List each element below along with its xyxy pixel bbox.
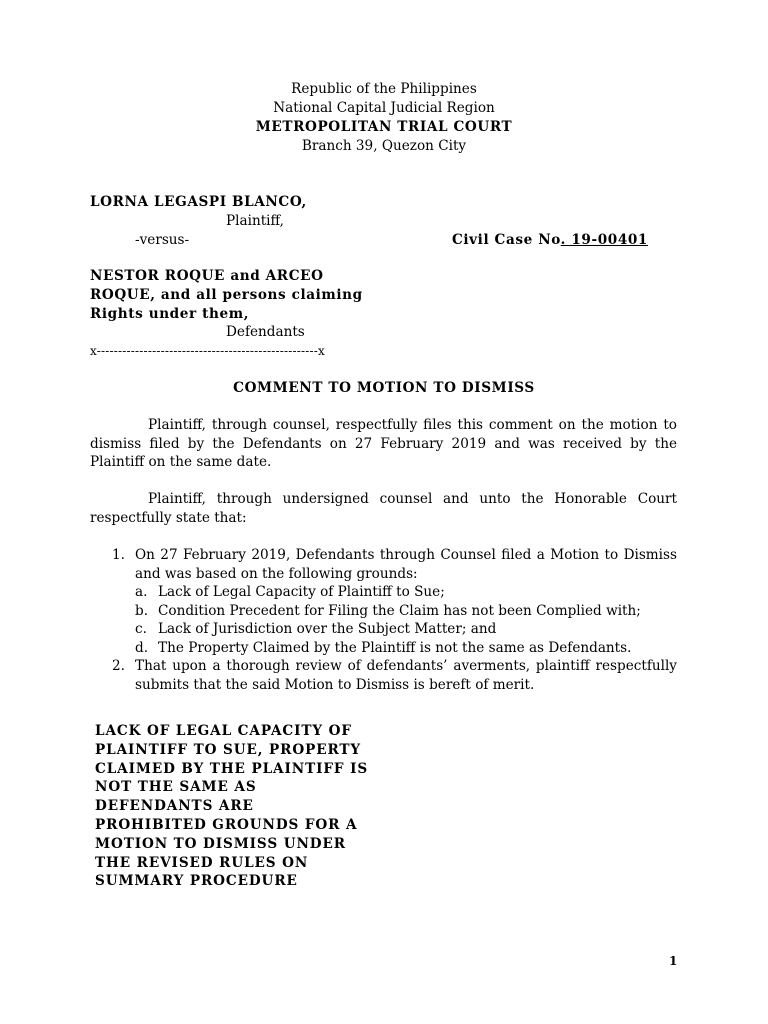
section-heading-line: CLAIMED BY THE PLAINTIFF IS [95, 760, 369, 777]
defendants-line-3: Rights under them, [90, 306, 250, 322]
case-number-value: . 19-00401 [560, 232, 648, 248]
case-number [452, 231, 648, 250]
section-heading-line: PROHIBITED GROUNDS FOR A [95, 816, 358, 833]
sub-item-text: Lack of Jurisdiction over the Subject Matter; and [158, 621, 497, 637]
sub-list-item [135, 639, 677, 658]
sub-item-letter: b. [135, 602, 149, 619]
section-heading [95, 722, 395, 891]
versus-label: -versus- [135, 232, 190, 248]
section-heading-line: PLAINTIFF TO SUE, PROPERTY [95, 741, 362, 758]
sub-item-text: Lack of Legal Capacity of Plaintiff to Sue; [158, 584, 445, 600]
list-item-number: 1. [112, 547, 125, 563]
section-heading-line: MOTION TO DISMISS UNDER [95, 835, 346, 852]
sub-item-text: The Property Claimed by the Plaintiff is not the same as Defendants. [158, 639, 632, 656]
paragraph-statement: Plaintiff, through undersigned counsel and unto the Honorable Court respectfully state that: [90, 491, 677, 526]
plaintiff-name: LORNA LEGASPI BLANCO, [90, 194, 307, 210]
sub-item-letter: d. [135, 639, 149, 656]
section-heading-line: LACK OF LEGAL CAPACITY OF [95, 723, 352, 739]
list-item-text: On 27 February 2019, Defendants through Counsel filed a Motion to Dismiss and was based on the following grounds: [135, 547, 677, 582]
section-heading-line: NOT THE SAME AS [95, 779, 257, 796]
court-header [0, 80, 768, 156]
defendants-role: Defendants [226, 324, 305, 340]
plaintiff-role: Plaintiff, [226, 213, 285, 229]
section-heading-line: THE REVISED RULES ON [95, 854, 309, 871]
page-number: 1 [669, 954, 678, 968]
list-item [110, 546, 677, 657]
sub-list-item [135, 583, 677, 602]
list-item-text: That upon a thorough review of defendants’ averments, plaintiff respectfully submits that the said Motion to Dismiss is bereft of merit. [135, 658, 677, 693]
defendants-line-2: ROQUE, and all persons claiming [90, 287, 363, 303]
sub-item-letter: c. [135, 621, 147, 637]
document-title: COMMENT TO MOTION TO DISMISS [233, 380, 535, 396]
section-heading-line: DEFENDANTS ARE [95, 798, 254, 815]
paragraph-intro: Plaintiff, through counsel, respectfully files this comment on the motion to dismiss filed by the Defendants on 27 February 2019 and was received by the Plaintiff on the same date. [90, 417, 677, 470]
caption-separator: x----------------------------------------------------x [90, 344, 325, 358]
case-label: Civil Case No [452, 232, 561, 248]
sub-item-letter: a. [135, 584, 148, 600]
list-item [110, 657, 677, 694]
section-heading-line: SUMMARY PROCEDURE [95, 873, 298, 890]
header-republic: Republic of the Philippines [291, 81, 477, 97]
header-branch: Branch 39, Quezon City [301, 138, 467, 154]
defendants-line-1: NESTOR ROQUE and ARCEO [90, 268, 324, 284]
sub-item-text: Condition Precedent for Filing the Claim has not been Complied with; [158, 602, 641, 619]
grounds-list [110, 546, 677, 694]
header-region: National Capital Judicial Region [273, 100, 495, 116]
header-court: METROPOLITAN TRIAL COURT [255, 119, 513, 135]
sub-list-item [135, 620, 677, 639]
sub-list-item [135, 602, 677, 621]
list-item-number: 2. [112, 658, 125, 674]
